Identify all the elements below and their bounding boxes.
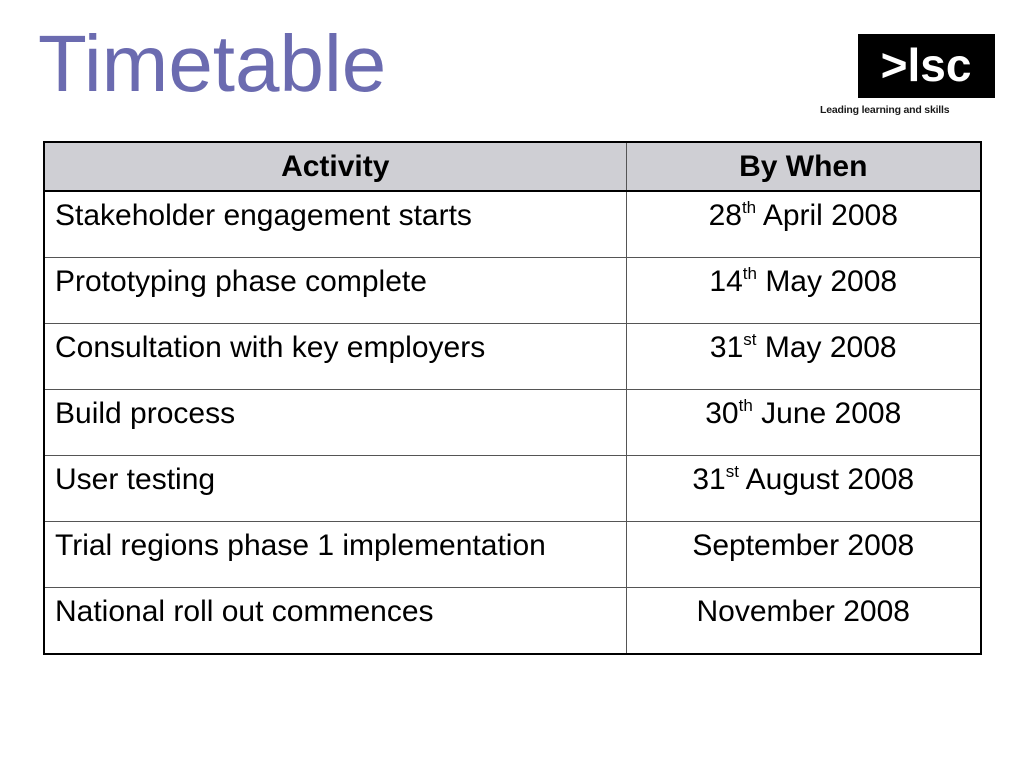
header-by-when: By When	[626, 142, 981, 191]
by-when-cell: September 2008	[626, 522, 981, 588]
table-row	[44, 258, 981, 324]
activity-cell: Prototyping phase complete	[44, 258, 626, 324]
activity-cell: Trial regions phase 1 implementation	[44, 522, 626, 588]
activity-cell: Build process	[44, 390, 626, 456]
by-when-cell: 28th April 2008	[626, 191, 981, 258]
table-row	[44, 191, 981, 258]
table-row	[44, 522, 981, 588]
header-activity: Activity	[44, 142, 626, 191]
lsc-logo-mark	[858, 34, 995, 98]
by-when-cell: 14th May 2008	[626, 258, 981, 324]
activity-cell: Stakeholder engagement starts	[44, 191, 626, 258]
by-when-cell: 31st August 2008	[626, 456, 981, 522]
lsc-logo-text: >lsc	[880, 39, 972, 91]
activity-cell: User testing	[44, 456, 626, 522]
timetable-table	[43, 141, 982, 655]
lsc-logo-tagline: Leading learning and skills	[820, 104, 950, 116]
table-row	[44, 588, 981, 655]
lsc-logo	[820, 34, 1000, 118]
table-header-row	[44, 142, 981, 191]
activity-cell: Consultation with key employers	[44, 324, 626, 390]
table-row	[44, 390, 981, 456]
table-row	[44, 456, 981, 522]
by-when-cell: 31st May 2008	[626, 324, 981, 390]
by-when-cell: November 2008	[626, 588, 981, 655]
by-when-cell: 30th June 2008	[626, 390, 981, 456]
table-row	[44, 324, 981, 390]
activity-cell: National roll out commences	[44, 588, 626, 655]
slide-title: Timetable	[38, 19, 387, 108]
